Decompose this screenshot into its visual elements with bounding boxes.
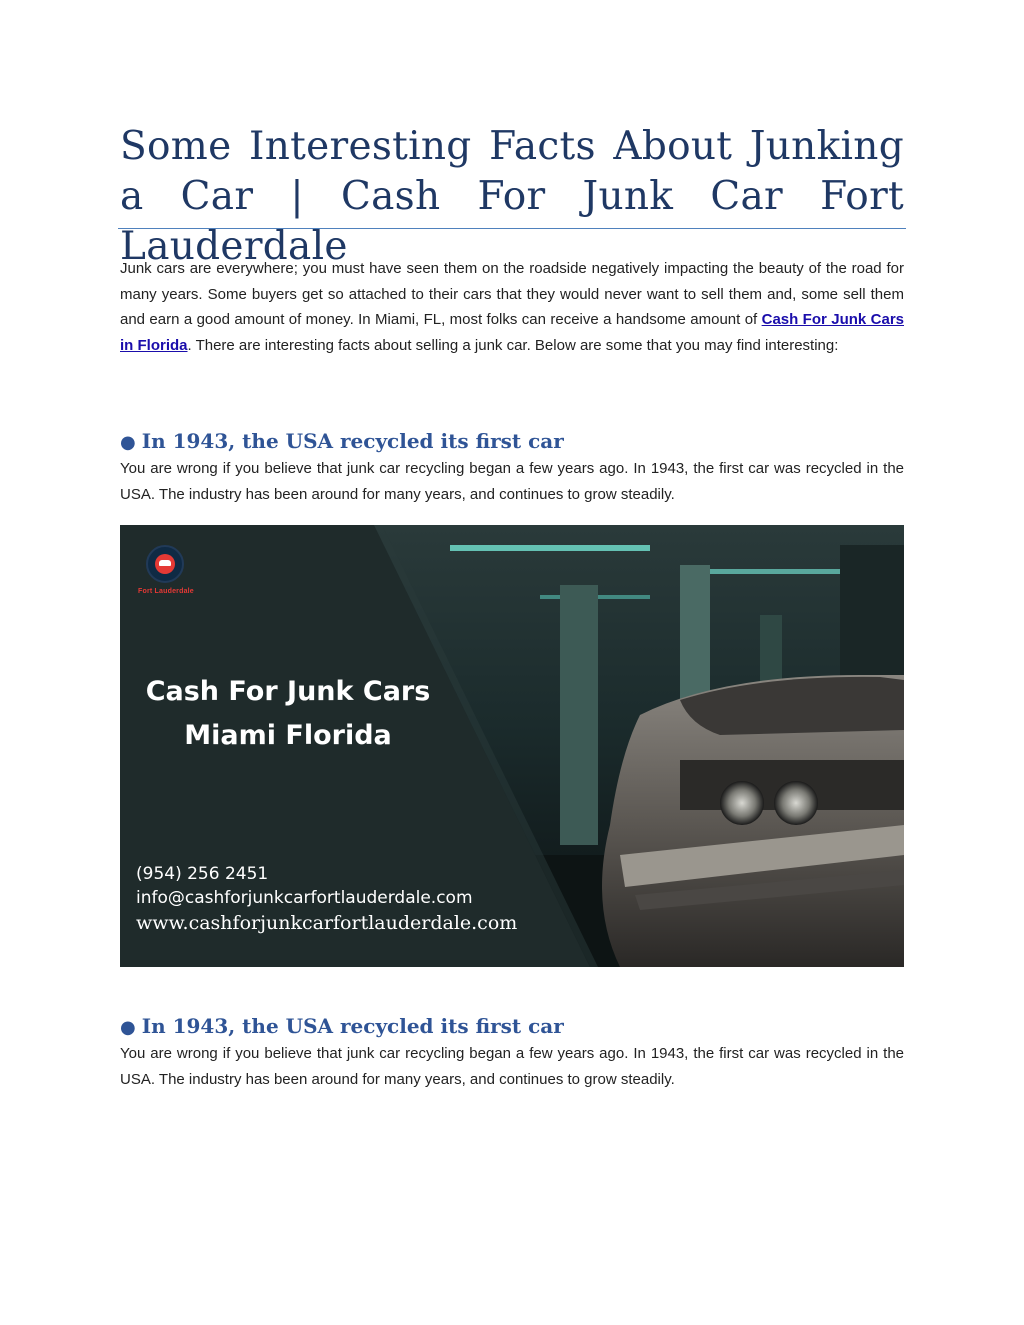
bullet-icon: ● [120, 432, 136, 453]
logo-label: Fort Lauderdale [138, 588, 194, 595]
section-body-1: You are wrong if you believe that junk car recycling began a few years ago. In 1943, the first car was recycled in the USA. The industry has been around for many years, and continues to grow steadily. [120, 460, 904, 503]
banner-headline-line-2: Miami Florida [184, 720, 392, 751]
section-heading-2-text: In 1943, the USA recycled its first car [141, 1014, 564, 1038]
car-badge-icon [155, 554, 175, 574]
banner-phone: (954) 256 2451 [136, 864, 269, 884]
promo-banner-image [120, 525, 904, 967]
bullet-icon: ● [120, 1017, 136, 1038]
title-underline [118, 228, 906, 229]
document-title: Some Interesting Facts About Junking a Car | Cash For Junk Car Fort Lauderdale [120, 124, 904, 269]
section-body-2: You are wrong if you believe that junk car recycling began a few years ago. In 1943, the first car was recycled in the USA. The industry has been around for many years, and continues to grow steadily. [120, 1045, 904, 1088]
cash-for-junk-cars-link[interactable]: Cash For Junk Cars in Florida [120, 311, 904, 354]
banner-email: info@cashforjunkcarfortlauderdale.com [136, 888, 473, 908]
intro-paragraph [120, 256, 904, 358]
banner-headline-line-1: Cash For Junk Cars [145, 676, 431, 707]
section-heading-2 [120, 1012, 904, 1042]
banner-headline [128, 670, 448, 758]
banner-website: www.cashforjunkcarfortlauderdale.com [136, 912, 518, 934]
section-heading-1-text: In 1943, the USA recycled its first car [141, 429, 564, 453]
car-icon [159, 560, 171, 566]
company-logo-icon [146, 545, 184, 583]
intro-text-before-link: Junk cars are everywhere; you must have seen them on the roadside negatively impacting the beauty of the road for many years. Some buyers get so attached to their cars that they would never want to sell them and, some sell them and earn a good amount of money. In Miami, FL, most folks can receive a handsome amount of [120, 260, 904, 328]
intro-text-after-link: . There are interesting facts about selling a junk car. Below are some that you may find interesting: [187, 336, 839, 354]
section-heading-1 [120, 427, 904, 457]
